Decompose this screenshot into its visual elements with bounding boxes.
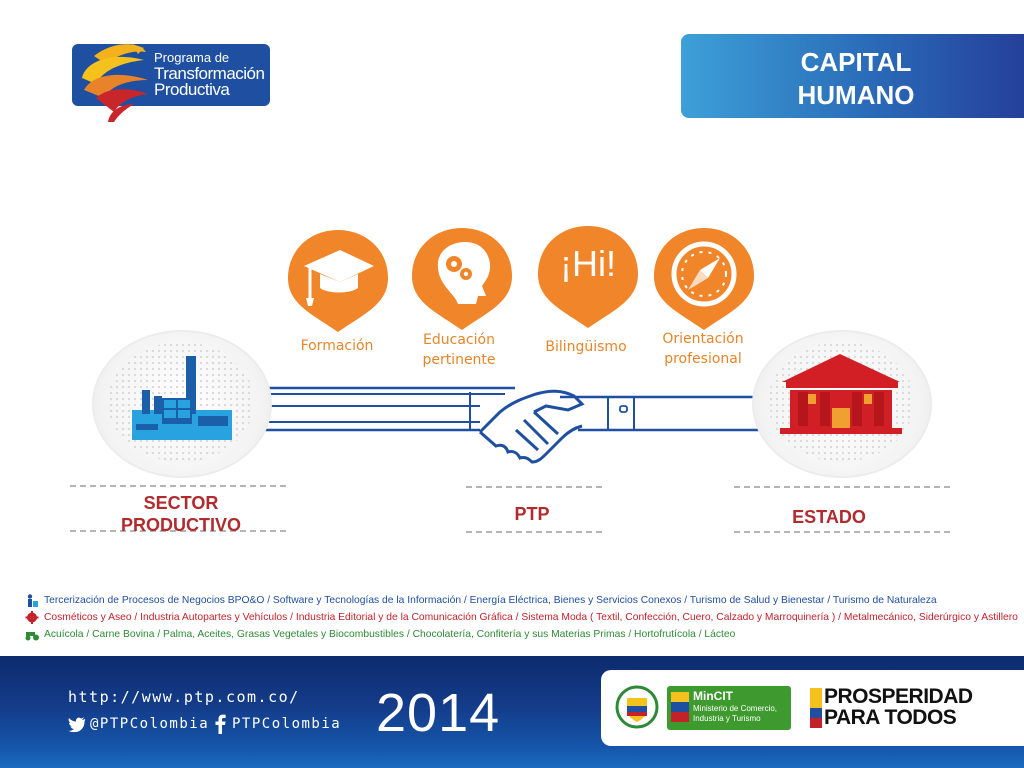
graduation-cap-icon: [286, 228, 390, 332]
list-item: [22, 626, 1022, 643]
title-line-2: HUMANO: [797, 80, 915, 110]
estado-label: ESTADO: [792, 507, 866, 527]
compass-icon: [652, 226, 756, 330]
mincit-subtitle: Ministerio de Comercio, Industria y Turismo: [693, 704, 778, 723]
mincit-logo: [667, 686, 791, 730]
industry-line-3: Acuícola / Carne Bovina / Palma, Aceites, Grasas Vegetales y Biocombustibles / Chocolatería, Confitería y sus Materias Primas / Hortofrutícola / Lácteo: [44, 629, 736, 640]
website-link[interactable]: http://www.ptp.com.co/: [68, 688, 300, 706]
logo-line-1: Programa de: [154, 50, 230, 65]
handshake-icon: [478, 384, 588, 464]
facebook-handle[interactable]: PTPColombia: [232, 716, 342, 732]
divider: [466, 531, 602, 533]
government-logos: [601, 670, 1024, 746]
divider: [734, 531, 950, 533]
person-worker-icon: [25, 594, 39, 607]
industries-list: [22, 592, 1022, 643]
industry-line-1: Tercerización de Procesos de Negocios BPO&O / Software y Tecnologías de la Información / Energía Eléctrica, Bienes y Servicios Conexos / Turismo de Salud y Bienestar / Turismo de Naturaleza: [44, 595, 937, 606]
pillar-label-orientacion: Orientación profesional: [662, 331, 744, 367]
title-line-1: CAPITAL: [800, 47, 912, 77]
logo-line-3: Productiva: [154, 80, 230, 99]
sector-productivo-label: SECTOR PRODUCTIVO: [120, 493, 241, 535]
mincit-title: MinCIT: [693, 689, 733, 703]
pillar-bilinguismo: [536, 224, 640, 328]
pillar-formacion: [286, 228, 390, 332]
pillar-label-bilinguismo: Bilingüismo: [545, 339, 627, 355]
pillar-label-educacion: Educación pertinente: [422, 332, 496, 368]
logo-line-2: Transformación: [154, 64, 265, 83]
facebook-icon[interactable]: [214, 714, 226, 734]
pillar-orientacion: [652, 226, 756, 330]
industry-line-2: Cosméticos y Aseo / Industria Autopartes y Vehículos / Industria Editorial y de la Comunicación Gráfica / Sistema Moda ( Textil, Confección, Cuero, Calzado y Marroquinería ) / Metalmecánico, Siderúrgico y Astillero: [44, 612, 1018, 623]
head-gears-icon: [410, 226, 514, 330]
divider: [466, 486, 602, 488]
prosperidad-slogan: PROSPERIDAD PARA TODOS: [824, 685, 973, 729]
list-item: [22, 592, 1022, 609]
government-building-icon: [776, 352, 906, 436]
pillar-educacion: [410, 226, 514, 330]
factory-icon: [128, 354, 232, 444]
divider: [734, 486, 950, 488]
divider: [70, 485, 286, 487]
year-label: 2014: [376, 683, 501, 743]
gear-icon: [25, 611, 39, 624]
list-item: [22, 609, 1022, 626]
mincit-emblem-icon: [671, 692, 689, 722]
flag-stripe-icon: [810, 688, 822, 728]
tractor-icon: [25, 628, 39, 641]
hi-text: ¡Hi!: [560, 243, 616, 284]
twitter-handle[interactable]: @PTPColombia: [90, 716, 210, 732]
coat-of-arms-icon: [615, 684, 659, 730]
ptp-label: PTP: [514, 504, 550, 524]
twitter-icon[interactable]: [68, 717, 86, 732]
pillar-label-formacion: Formación: [300, 338, 374, 354]
